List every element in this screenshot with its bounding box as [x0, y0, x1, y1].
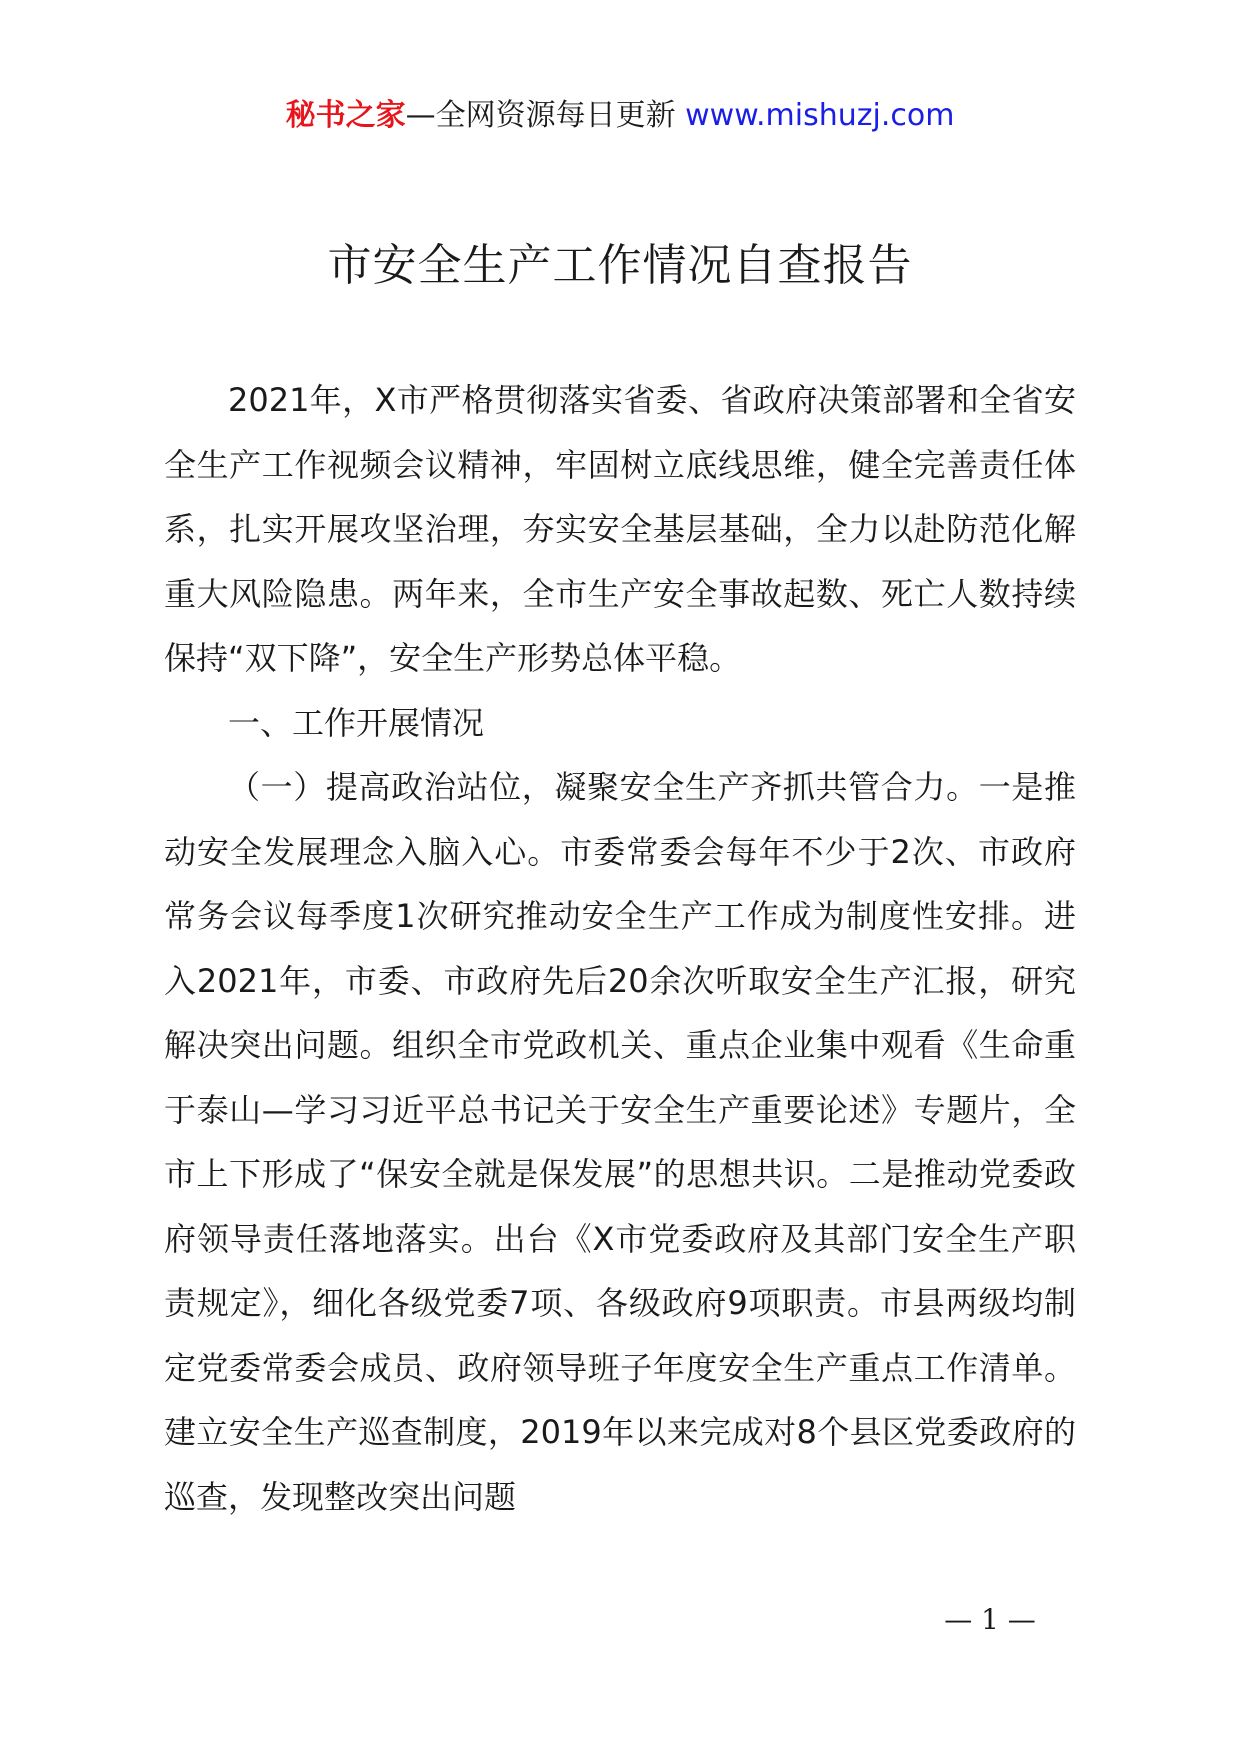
body-paragraph: （一）提高政治站位，凝聚安全生产齐抓共管合力。一是推动安全发展理念入脑入心。市委常委会每年不少于2次、市政府常务会议每季度1次研究推动安全生产工作成为制度性安排。进入2021年，市委、市政府先后20余次听取安全生产汇报，研究解决突出问题。组织全市党政机关、重点企业集中观看《生命重于泰山—学习习近平总书记关于安全生产重要论述》专题片，全市上下形成了“保安全就是保发展”的思想共识。二是推动党委政府领导责任落地落实。出台《X市党委政府及其部门安全生产职责规定》，细化各级党委7项、各级政府9项职责。市县两级均制定党委常委会成员、政府领导班子年度安全生产重点工作清单。建立安全生产巡查制度，2019年以来完成对8个县区党委政府的巡查，发现整改突出问题: [164, 768, 1076, 1516]
site-url-link[interactable]: www.mishuzj.com: [685, 98, 955, 133]
site-header: [0, 96, 1240, 136]
intro-paragraph: 2021年，X市严格贯彻落实省委、省政府决策部署和全省安全生产工作视频会议精神，牢固树立底线思维，健全完善责任体系，扎实开展攻坚治理，夯实安全基层基础，全力以赴防范化解重大风险隐患。两年来，全市生产安全事故起数、死亡人数持续保持“双下降”，安全生产形势总体平稳。: [164, 381, 1076, 677]
document-title: 市安全生产工作情况自查报告: [327, 240, 913, 291]
section-heading: 一、工作开展情况: [228, 703, 485, 742]
brand-name: 秘书之家: [285, 98, 406, 133]
document-body: [164, 368, 1076, 1529]
header-tagline: —全网资源每日更新: [405, 98, 676, 133]
page-number: — 1 —: [944, 1603, 1036, 1636]
